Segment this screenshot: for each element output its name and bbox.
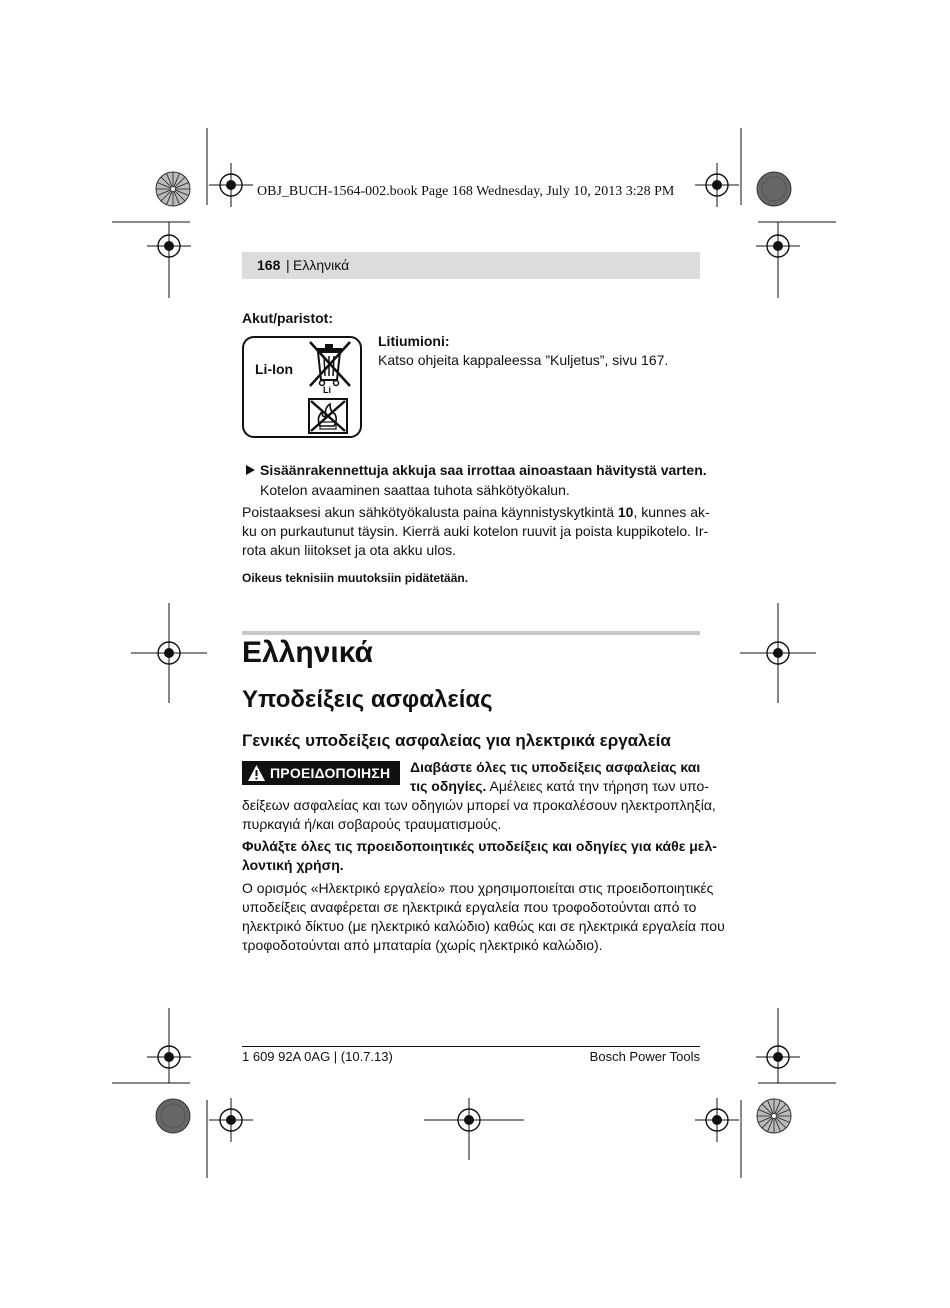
removal-warning-bold: Sisäänrakennettuja akkuja saa irrottaa ainoastaan hävitystä varten. xyxy=(260,462,707,478)
registration-mark-icon xyxy=(209,1098,253,1142)
no-fire-icon xyxy=(308,398,348,434)
general-safety-heading: Γενικές υποδείξεις ασφαλείας για ηλεκτρικά εργαλεία xyxy=(242,731,671,750)
batteries-heading: Akut/paristot: xyxy=(242,310,333,326)
language-heading: Ελληνικά xyxy=(242,636,373,669)
definition-line-3: ηλεκτρικό δίκτυο (με ηλεκτρικό καλώδιο) καθώς και σε ηλεκτρικά εργαλεία που xyxy=(242,918,725,934)
lithium-text: Katso ohjeita kappaleessa ”Kuljetus”, sivu 167. xyxy=(378,352,669,368)
page-separator: | xyxy=(286,257,290,273)
read-all-bold-end: τις οδηγίες. xyxy=(410,778,487,794)
footer-doc-number: 1 609 92A 0AG | (10.7.13) xyxy=(242,1049,393,1064)
warning-triangle-icon xyxy=(247,764,266,782)
removal-warning-text: Kotelon avaaminen saattaa tuhota sähkötyökalun. xyxy=(260,482,570,498)
read-all-text: Αμέλειες κατά την τήρηση των υπο- xyxy=(486,778,709,794)
removal-paragraph-line-3: rota akun liitokset ja ota akku ulos. xyxy=(242,542,457,558)
registration-mark-icon xyxy=(756,1035,800,1079)
grey-dot-icon xyxy=(757,172,791,206)
print-header: OBJ_BUCH-1564-002.book Page 168 Wednesday, July 10, 2013 3:28 PM xyxy=(257,184,675,199)
li-label: Li xyxy=(323,385,331,395)
para-text-end: , kunnes ak- xyxy=(633,504,710,520)
keep-instructions-line-1: Φυλάξτε όλες τις προειδοποιητικές υποδείξεις και οδηγίες για κάθε μελ- xyxy=(242,838,717,854)
definition-line-2: υποδείξεις αναφέρεται σε ηλεκτρικά εργαλεία που τροφοδοτούνται από το xyxy=(242,899,697,915)
switch-number: 10 xyxy=(617,504,634,520)
warning-text-line-3: δείξεων ασφαλείας και των οδηγιών μπορεί να προκαλέσουν ηλεκτροπληξία, xyxy=(242,797,716,813)
para-text-start: Poistaaksesi akun sähkötyökalusta paina käynnistyskytkintä xyxy=(242,504,618,520)
footer-rule xyxy=(242,1046,700,1047)
registration-mark-icon xyxy=(209,163,253,207)
definition-line-1: Ο ορισμός «Ηλεκτρικό εργαλείο» που χρησιμοποιείται στις προειδοποιητικές xyxy=(242,880,714,896)
read-all-line-2 xyxy=(410,777,709,796)
battery-disposal-symbol xyxy=(242,336,362,438)
color-wheel-icon xyxy=(757,1099,791,1133)
bullet-triangle-icon xyxy=(246,465,255,475)
warning-badge xyxy=(242,761,400,785)
color-wheel-icon xyxy=(156,172,190,206)
page-header-bar xyxy=(242,252,700,279)
page-language: Ελληνικά xyxy=(293,257,350,273)
li-ion-label: Li-Ion xyxy=(255,361,294,377)
definition-line-4: τροφοδοτούνται από μπαταρία (χωρίς ηλεκτρικό καλώδιο). xyxy=(242,937,603,953)
registration-mark-icon xyxy=(147,1035,191,1079)
lithium-title: Litiumioni: xyxy=(378,333,450,349)
safety-heading: Υποδείξεις ασφαλείας xyxy=(242,686,493,713)
keep-instructions-line-2: λοντική χρήση. xyxy=(242,857,344,873)
page-number: 168 xyxy=(257,257,281,273)
registration-mark-icon xyxy=(695,163,739,207)
warning-label: ΠΡΟΕΙΔΟΠΟΙΗΣΗ xyxy=(270,765,391,781)
registration-mark-icon xyxy=(695,1098,739,1142)
warning-text-line-4: πυρκαγιά ή/και σοβαρούς τραυματισμούς. xyxy=(242,816,502,832)
grey-dot-icon xyxy=(156,1099,190,1133)
removal-paragraph-line-2: ku on purkautunut täysin. Kierrä auki kotelon ruuvit ja poista kuppikotelo. Ir- xyxy=(242,523,709,539)
rights-note: Oikeus teknisiin muutoksiin pidätetään. xyxy=(242,571,469,585)
footer-brand: Bosch Power Tools xyxy=(589,1049,700,1064)
removal-paragraph-line-1 xyxy=(242,503,710,522)
read-all-line-1: Διαβάστε όλες τις υποδείξεις ασφαλείας και xyxy=(410,759,701,775)
section-divider xyxy=(242,631,700,635)
